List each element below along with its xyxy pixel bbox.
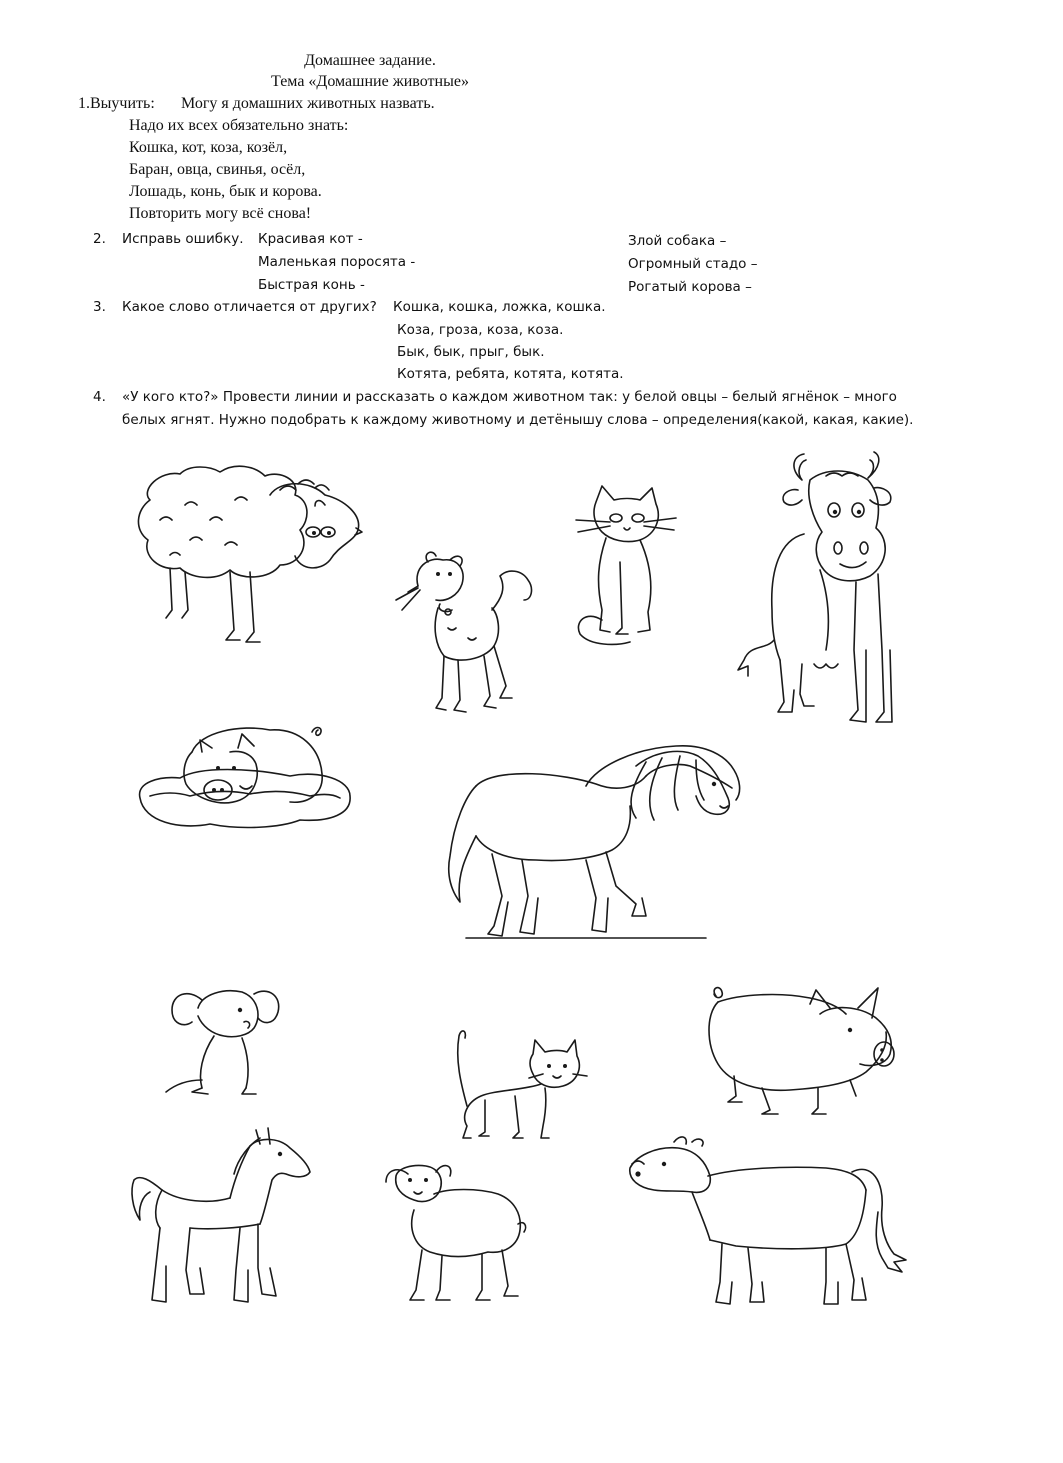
poem-line: Кошка, кот, коза, козёл, — [129, 139, 288, 156]
task3-row: Котята, ребята, котята, котята. — [397, 366, 624, 382]
poem-line: Могу я домашних животных назвать. — [181, 95, 435, 112]
calf-illustration — [626, 1132, 910, 1314]
task2-phrase: Злой собака – — [628, 233, 727, 249]
poem-line: Надо их всех обязательно знать: — [129, 117, 349, 134]
dog-illustration — [388, 548, 548, 723]
task3-question: Какое слово отличается от других? — [122, 299, 377, 315]
page-topic: Тема «Домашние животные» — [271, 73, 469, 90]
foal-illustration — [130, 1124, 316, 1306]
poem-line: Лошадь, конь, бык и корова. — [129, 183, 322, 200]
puppy-illustration — [158, 984, 288, 1100]
sheep-illustration — [130, 460, 370, 655]
page-title: Домашнее задание. — [304, 52, 436, 69]
task4-text: белых ягнят. Нужно подобрать к каждому животному и детёнышу слова – определения(какой, какая, какие). — [122, 412, 914, 428]
poem-line: Баран, овца, свинья, осёл, — [129, 161, 306, 178]
cow-illustration — [730, 450, 910, 732]
lamb-illustration — [378, 1160, 528, 1306]
task4-text: «У кого кто?» Провести линии и рассказать о каждом животном так: у белой овцы – белый ягнёнок – много — [122, 389, 897, 405]
task1-label: 1.Выучить: — [78, 95, 155, 112]
task2-phrase: Маленькая поросята - — [258, 254, 416, 270]
task2-number: 2. — [93, 231, 106, 247]
horse-illustration — [436, 726, 752, 944]
task2-intro: Исправь ошибку. — [122, 231, 244, 247]
pig-illustration — [130, 718, 360, 838]
cat-illustration — [566, 482, 696, 654]
task3-row: Кошка, кошка, ложка, кошка. — [393, 299, 606, 315]
task2-phrase: Быстрая конь - — [258, 277, 365, 293]
poem-line: Повторить могу всё снова! — [129, 205, 312, 222]
task2-phrase: Рогатый корова – — [628, 279, 752, 295]
task3-row: Коза, гроза, коза, коза. — [397, 322, 564, 338]
task2-phrase: Огромный стадо – — [628, 256, 758, 272]
task3-number: 3. — [93, 299, 106, 315]
task4-number: 4. — [93, 389, 106, 405]
task3-row: Бык, бык, прыг, бык. — [397, 344, 545, 360]
task2-phrase: Красивая кот - — [258, 231, 363, 247]
piglet-illustration — [700, 984, 905, 1116]
kitten-illustration — [445, 1024, 590, 1144]
